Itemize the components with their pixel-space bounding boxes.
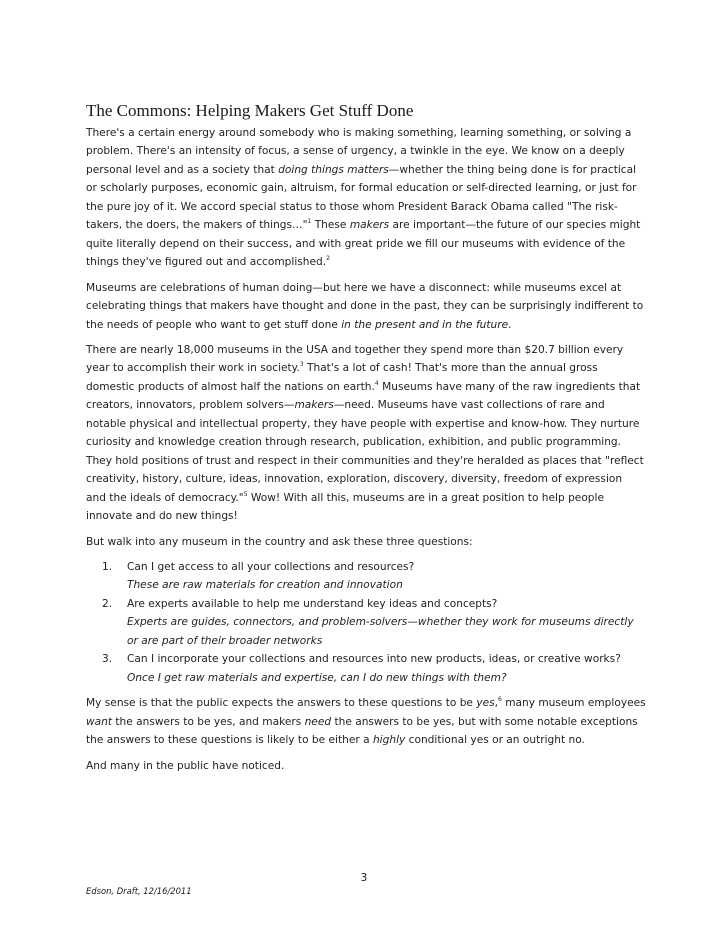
line: year to accomplish their work in society.$^3$ That's a lot of cash! That's more than the annual gross <box>86 361 598 375</box>
line: personal level and as a society that doing things matters—whether the thing being done is for practical <box>86 163 637 176</box>
footnote-ref-3[interactable]: 3 <box>299 361 304 369</box>
emphasis: yes <box>476 697 495 710</box>
line: the pure joy of it. We accord special status to those whom President Barack Obama called "The risk- <box>86 200 618 213</box>
paragraph-1 <box>86 124 646 272</box>
line: domestic products of almost half the nations on earth.$^4$ Museums have many of the raw ingredients that <box>86 379 641 393</box>
paragraph-6 <box>86 757 646 775</box>
line: notable physical and intellectual property, they have people with expertise and know-how. They nurture <box>86 417 640 430</box>
question-explanation: Experts are guides, connectors, and problem-solvers—whether they work for museums directly <box>127 616 634 629</box>
emphasis: need <box>304 715 332 728</box>
line: the answers to these questions is likely to be either a highly conditional yes or an outright no. <box>86 734 585 747</box>
line: problem. There's an intensity of focus, a sense of urgency, a twinkle in the eye. We know on a deeply <box>86 145 625 158</box>
line: the needs of people who want to get stuff done in the present and in the future. <box>86 318 512 331</box>
line: want the answers to be yes, and makers need the answers to be yes, but with some notable exceptions <box>86 715 638 728</box>
list-number: 2. <box>102 597 113 610</box>
emphasis: in the present and in the future <box>341 318 509 331</box>
question-explanation: Once I get raw materials and expertise, can I do new things with them? <box>127 671 507 684</box>
paragraph-5 <box>86 694 646 749</box>
line: creativity, history, culture, ideas, innovation, exploration, discovery, diversity, freedom of expression <box>86 473 623 486</box>
line: takers, the doers, the makers of things…"$^1$ These makers are important—the future of our species might <box>86 218 641 232</box>
footnote-ref-4[interactable]: 4 <box>374 379 379 387</box>
line: They hold positions of trust and respect in their communities and they're heralded as places that "reflect <box>86 454 644 467</box>
emphasis: makers <box>294 399 334 412</box>
paragraph-2 <box>86 279 646 334</box>
paragraph-4 <box>86 533 646 551</box>
line: But walk into any museum in the country and ask these three questions: <box>86 535 473 548</box>
line: And many in the public have noticed. <box>86 759 285 772</box>
numbered-question-list <box>86 558 646 687</box>
line: There are nearly 18,000 museums in the USA and together they spend more than $20.7 billion every <box>86 343 624 356</box>
emphasis: highly <box>372 734 406 747</box>
footnote-ref-6[interactable]: 6 <box>498 696 502 704</box>
line: quite literally depend on their success, and with great pride we fill our museums with evidence of the <box>86 237 626 250</box>
emphasis: want <box>86 715 113 728</box>
line: creators, innovators, problem solvers—makers—need. Museums have vast collections of rare and <box>86 399 605 412</box>
list-number: 1. <box>102 560 113 573</box>
page-footer: Edson, Draft, 12/16/2011 <box>86 886 192 896</box>
line: celebrating things that makers have thought and done in the past, they can be surprisingly indifferent to <box>86 300 644 313</box>
list-item <box>86 558 646 595</box>
footnote-ref-2[interactable]: 2 <box>326 255 330 263</box>
footnote-ref-1[interactable]: 1 <box>307 218 312 226</box>
line: and the ideals of democracy."$^5$ Wow! With all this, museums are in a great position to help people <box>86 490 604 504</box>
question-explanation: or are part of their broader networks <box>127 634 323 647</box>
list-item <box>86 595 646 650</box>
section-title: The Commons: Helping Makers Get Stuff Done <box>86 101 414 120</box>
line: or scholarly purposes, economic gain, altruism, for formal education or self-directed learning, or just for <box>86 182 637 195</box>
question-text: Can I get access to all your collections and resources? <box>127 560 415 573</box>
line: My sense is that the public expects the answers to these questions to be yes,$^6$ many museum employees <box>86 696 646 710</box>
body-text <box>86 124 646 782</box>
line: curiosity and knowledge creation through research, publication, exhibition, and public programming. <box>86 436 622 449</box>
line: There's a certain energy around somebody who is making something, learning something, or solving a <box>86 127 632 139</box>
emphasis: doing things matters <box>278 163 389 176</box>
question-explanation: These are raw materials for creation and innovation <box>127 579 403 592</box>
line: innovate and do new things! <box>86 510 238 523</box>
question-text: Can I incorporate your collections and resources into new products, ideas, or creative works? <box>127 653 621 666</box>
paragraph-3 <box>86 341 646 526</box>
question-text: Are experts available to help me understand key ideas and concepts? <box>127 597 498 610</box>
list-number: 3. <box>102 653 113 666</box>
page-number: 3 <box>360 872 368 884</box>
emphasis: makers <box>349 219 390 232</box>
list-item <box>86 650 646 687</box>
line: Museums are celebrations of human doing—but here we have a disconnect: while museums excel at <box>86 281 622 294</box>
line: things they've figured out and accomplished.$^2$ <box>86 255 330 269</box>
footnote-ref-5[interactable]: 5 <box>243 490 248 498</box>
